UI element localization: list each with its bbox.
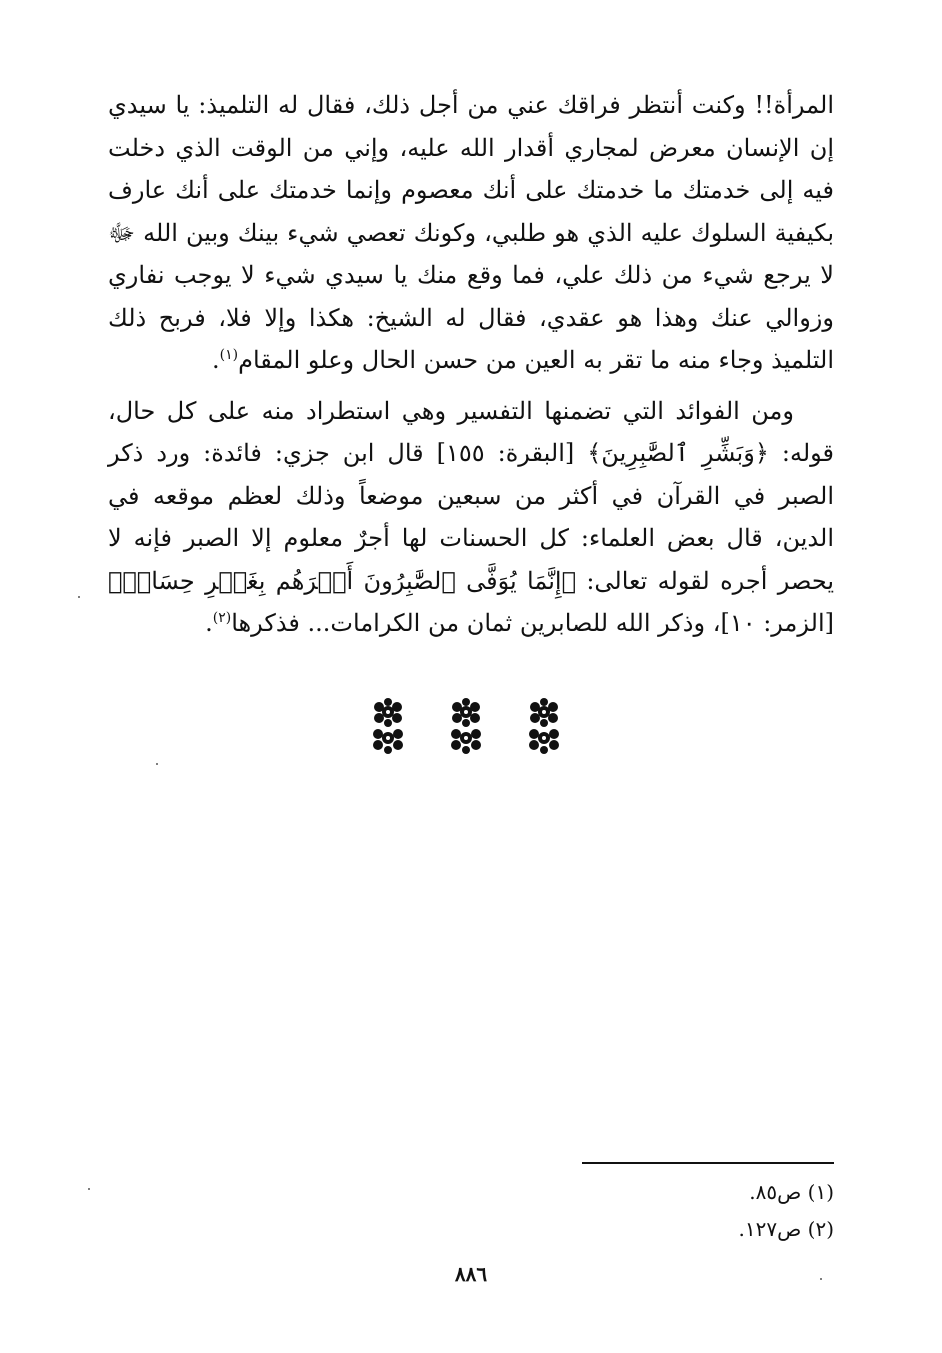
paragraph-2-text: ومن الفوائد التي تضمنها التفسير وهي استطراد منه على كل حال، قوله: ﴿وَبَشِّرِ ٱلصَّٰبِرِينَ﴾ [البقرة: ١٥٥] قال ابن جزي: فائدة: ورد ذكر الصبر في القرآن في أكثر من سبعين موضعاً وذلك لعظم موقعه في الدين، قال بعض العلماء: كل الحسنات لها أجرٌ معلوم إلا الصبر فإنه لا يحصر أجره لقوله تعالى: ﴿إِنَّمَا يُوَفَّى ٱلصَّٰبِرُونَ أَجۡرَهُم بِغَيۡرِ حِسَابٖ﴾ [الزمر: ١٠]، وذكر الله للصابرين ثمان من الكرامات... فذكرها — [108, 396, 835, 637]
footnotes — [434, 1174, 834, 1248]
footnote-separator — [582, 1162, 834, 1164]
scan-speck — [88, 1188, 90, 1190]
footnote-ref-1: (١) — [219, 347, 239, 363]
page-number: ٨٨٦ — [454, 1262, 488, 1286]
flower-ornament-icon — [524, 698, 564, 756]
body-text — [108, 84, 834, 645]
paragraph-2-end: . — [205, 609, 213, 637]
paragraph-1-text: المرأة!! وكنت أنتظر فراقك عني من أجل ذلك، فقال له التلميذ: يا سيدي إن الإنسان معرض لمجاري أقدار الله عليه، وإني من الوقت الذي دخلت فيه إلى خدمتك ما خدمتك على أنك معصوم وإنما خدمتك على أنك عارف بكيفية السلوك عليه الذي هو طلبي، وكونك تعصي شيء بينك وبين الله ﷻ لا يرجع شيء من ذلك علي، فما وقع منك يا سيدي شيء لا يوجب نفاري وزوالي عنك وهذا هو عقدي، فقال له الشيخ: هكذا وإلا فلا، فربح ذلك التلميذ وجاء منه ما تقر به العين من حسن الحال وعلو المقام — [108, 91, 834, 374]
scan-speck — [78, 596, 80, 598]
footnote-ref-2: (٢) — [212, 610, 232, 626]
flower-ornament-icon — [368, 698, 408, 756]
paragraph-1 — [108, 84, 834, 382]
paragraph-1-end: . — [211, 346, 220, 374]
footnote-1: (١) ص٨٥. — [749, 1180, 834, 1204]
scan-speck — [820, 1278, 822, 1280]
footnote-2: (٢) ص١٢٧. — [738, 1217, 834, 1241]
section-divider-ornaments — [368, 698, 564, 756]
paragraph-2 — [108, 390, 834, 645]
flower-ornament-icon — [446, 698, 486, 756]
scan-speck — [156, 763, 158, 765]
